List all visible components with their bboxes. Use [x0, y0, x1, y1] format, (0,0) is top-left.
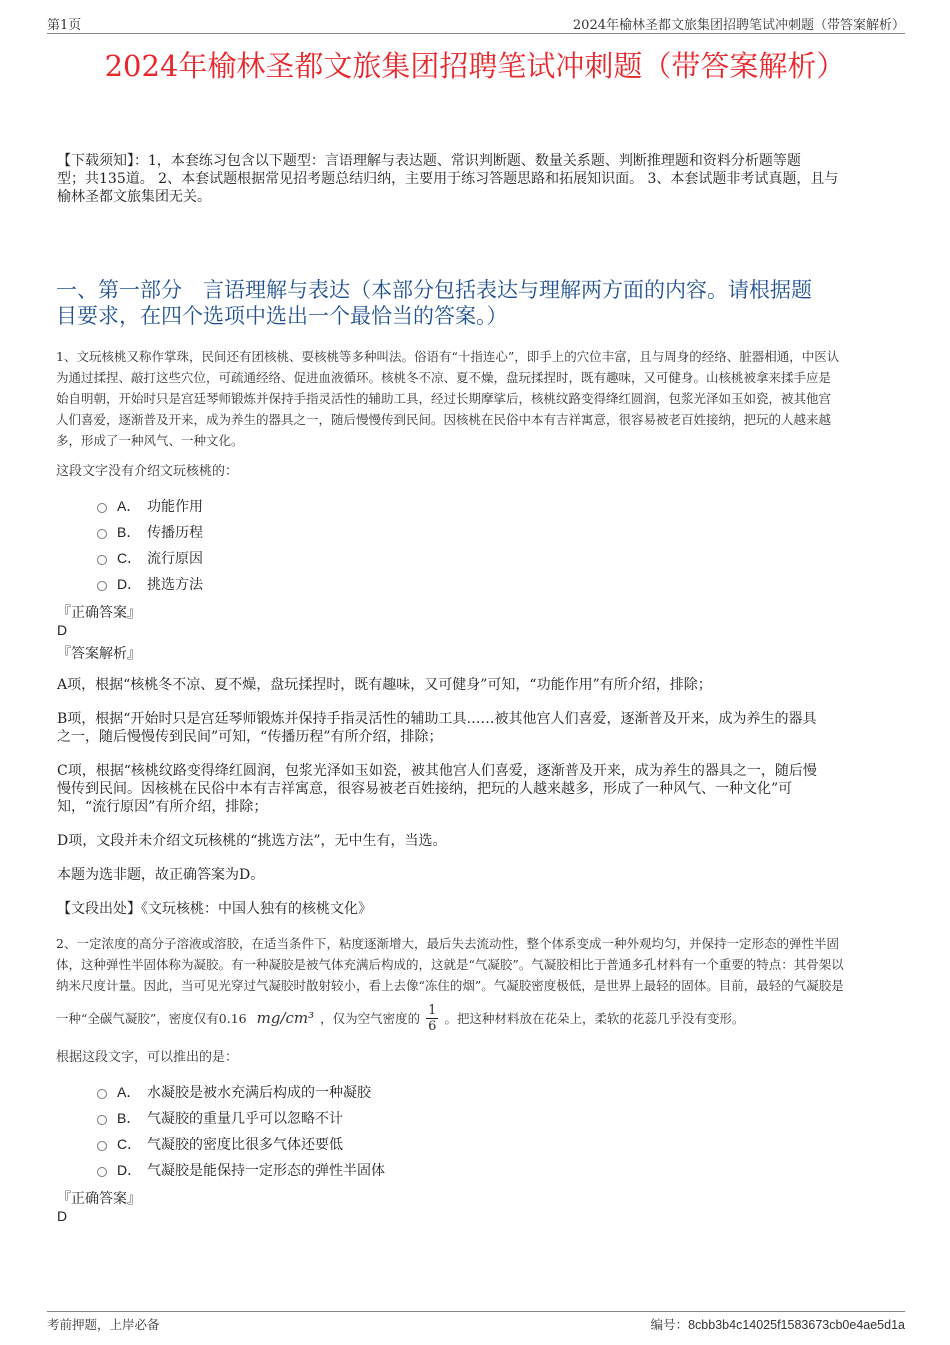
question-2-passage-last-line: [56, 1003, 916, 1034]
passage-line: 2、一定浓度的高分子溶液或溶胶，在适当条件下，粘度逐渐增大，最后失去流动性，整个体系变成一种外观均匀，并保持一定形态的弹性半固: [56, 936, 839, 951]
q1-answer-label: 『正确答案』: [57, 605, 141, 621]
analysis-d: D项，文段并未介绍文玩核桃的“挑选方法”，无中生有，当选。: [57, 833, 447, 849]
q1-answer: D: [57, 622, 68, 638]
option-text: 传播历程: [147, 525, 203, 541]
notice-line: 榆林圣都文旅集团无关。: [57, 189, 211, 205]
analysis-line: 之一，随后慢慢传到民间”可知，“传播历程”有所介绍，排除；: [57, 729, 443, 745]
passage-text: 一种“全碳气凝胶”，密度仅有0.16: [56, 1011, 247, 1026]
option-letter: A．: [117, 498, 141, 514]
option-letter: D．: [117, 576, 142, 592]
option-letter: D．: [117, 1162, 142, 1178]
footer-code-value: 8cbb3b4c14025f1583673cb0e4ae5d1a: [688, 1318, 905, 1332]
fraction-numerator: 1: [428, 1003, 437, 1018]
footer-rule: [47, 1311, 905, 1312]
section-heading: [56, 277, 916, 329]
q1-option-a[interactable]: [97, 496, 203, 516]
radio-icon[interactable]: [97, 503, 107, 513]
question-2-passage: [56, 933, 916, 996]
option-text: 挑选方法: [147, 577, 203, 593]
document-title: 2024年榆林圣都文旅集团招聘笔试冲刺题（带答案解析）: [104, 49, 846, 83]
passage-line: 体，这种弹性半固体称为凝胶。有一种凝胶是被气体充满后构成的，这就是“气凝胶”。气凝胶相比于普通多孔材料有一个重要的特点：其骨架以: [56, 957, 844, 972]
option-letter: B．: [117, 524, 141, 540]
passage-text: 。把这种材料放在花朵上，柔软的花蕊几乎没有变形。: [444, 1011, 745, 1026]
section-heading-line: 一、第一部分 言语理解与表达（本部分包括表达与理解两方面的内容。请根据题: [56, 278, 812, 302]
analysis-line: C项，根据“核桃纹路变得绛红圆润，包浆光泽如玉如瓷，被其他宫人们喜爱，逐渐普及开来，成为养生的器具之一，随后慢: [57, 763, 817, 779]
notice-line: 【下载须知】：1，本套练习包含以下题型：言语理解与表达题、常识判断题、数量关系题、判断推理题和资料分析题等题: [57, 153, 801, 169]
passage-line: 人们喜爱，逐渐普及开来，成为养生的器具之一，随后慢慢传到民间。因核桃在民俗中本有吉祥寓意，很容易被老百姓接纳，把玩的人越来越: [56, 412, 832, 427]
analysis-line: 慢传到民间。因核桃在民俗中本有吉祥寓意，很容易被老百姓接纳，把玩的人越来越多，形成了一种风气、一种文化”可: [57, 781, 793, 797]
analysis-c: [57, 762, 907, 816]
q2-answer-label: 『正确答案』: [57, 1191, 141, 1207]
q2-option-c[interactable]: [97, 1134, 343, 1154]
passage-line: 多，形成了一种风气、一种文化。: [56, 433, 244, 448]
option-text: 功能作用: [147, 499, 203, 515]
option-text: 水凝胶是被水充满后构成的一种凝胶: [147, 1085, 371, 1101]
radio-icon[interactable]: [97, 555, 107, 565]
q1-option-b[interactable]: [97, 522, 203, 542]
footer-slogan: 考前押题，上岸必备: [47, 1317, 160, 1332]
radio-icon[interactable]: [97, 1167, 107, 1177]
q2-option-b[interactable]: [97, 1108, 343, 1128]
radio-icon[interactable]: [97, 529, 107, 539]
analysis-line: B项，根据“开始时只是宫廷琴师锻炼并保持手指灵活性的辅助工具……被其他宫人们喜爱，逐渐普及开来，成为养生的器具: [57, 711, 817, 727]
density-unit: mg/cm³: [256, 1009, 315, 1027]
radio-icon[interactable]: [97, 1115, 107, 1125]
footer-code: [651, 1315, 905, 1333]
passage-text: ，仅为空气密度的: [320, 1011, 421, 1026]
option-text: 气凝胶是能保持一定形态的弹性半固体: [147, 1163, 385, 1179]
fraction: [426, 1003, 438, 1034]
passage-line: 始自明朝，开始时只是宫廷琴师锻炼并保持手指灵活性的辅助工具，经过长期摩挲后，核桃纹路变得绛红圆润，包浆光泽如玉如瓷，被其他宫: [56, 391, 832, 406]
passage-line: 1、文玩核桃又称作掌珠，民间还有团核桃、耍核桃等多种叫法。俗语有“十指连心”，即手上的穴位丰富，且与周身的经络、脏器相通，中医认: [56, 349, 840, 364]
running-title: 2024年榆林圣都文旅集团招聘笔试冲刺题（带答案解析）: [572, 18, 905, 33]
passage-line: 为通过揉捏、敲打这些穴位，可疏通经络、促进血液循环。核桃冬不凉、夏不燥，盘玩揉捏时，既有趣味，又可健身。山核桃被拿来揉手应是: [56, 370, 832, 385]
passage-source: 【文段出处】《文玩核桃：中国人独有的核桃文化》: [57, 901, 372, 917]
q2-answer: D: [57, 1208, 68, 1224]
option-text: 流行原因: [147, 551, 203, 567]
option-letter: C．: [117, 1136, 142, 1152]
radio-icon[interactable]: [97, 1141, 107, 1151]
question-1-stem: 这段文字没有介绍文玩核桃的：: [56, 464, 239, 479]
q2-option-a[interactable]: [97, 1082, 371, 1102]
page-number: 第1页: [47, 18, 82, 33]
analysis-line: 知，“流行原因”有所介绍，排除；: [57, 799, 268, 815]
question-1-passage: [56, 346, 916, 451]
option-letter: A．: [117, 1084, 141, 1100]
analysis-a: A项，根据“核桃冬不凉、夏不燥，盘玩揉捏时，既有趣味，又可健身”可知，“功能作用”有所介绍，排除；: [57, 677, 712, 693]
option-letter: C．: [117, 550, 142, 566]
option-text: 气凝胶的密度比很多气体还要低: [147, 1137, 343, 1153]
question-2-stem: 根据这段文字，可以推出的是：: [56, 1050, 239, 1065]
q2-option-d[interactable]: [97, 1160, 385, 1180]
analysis-conclusion: 本题为选非题，故正确答案为D。: [57, 867, 265, 883]
option-letter: B．: [117, 1110, 141, 1126]
notice-line: 型；共135道。 2、本套试题根据常见招考题总结归纳，主要用于练习答题思路和拓展知识面。 3、本套试题非考试真题，且与: [57, 171, 839, 187]
header-rule: [47, 33, 905, 34]
analysis-b: [57, 710, 907, 746]
section-heading-line: 目要求，在四个选项中选出一个最恰当的答案。）: [56, 304, 508, 328]
fraction-denominator: 6: [428, 1019, 437, 1034]
passage-line: 纳米尺度计量。因此，当可见光穿过气凝胶时散射较小，看上去像“冻住的烟”。气凝胶密度极低，是世界上最轻的固体。目前，最轻的气凝胶是: [56, 978, 844, 993]
q1-option-d[interactable]: [97, 574, 203, 594]
download-notice: [57, 152, 907, 206]
radio-icon[interactable]: [97, 581, 107, 591]
option-text: 气凝胶的重量几乎可以忽略不计: [147, 1111, 343, 1127]
q1-option-c[interactable]: [97, 548, 203, 568]
footer-code-label: 编号：: [650, 1317, 689, 1332]
radio-icon[interactable]: [97, 1089, 107, 1099]
q1-analysis-label: 『答案解析』: [57, 646, 141, 662]
